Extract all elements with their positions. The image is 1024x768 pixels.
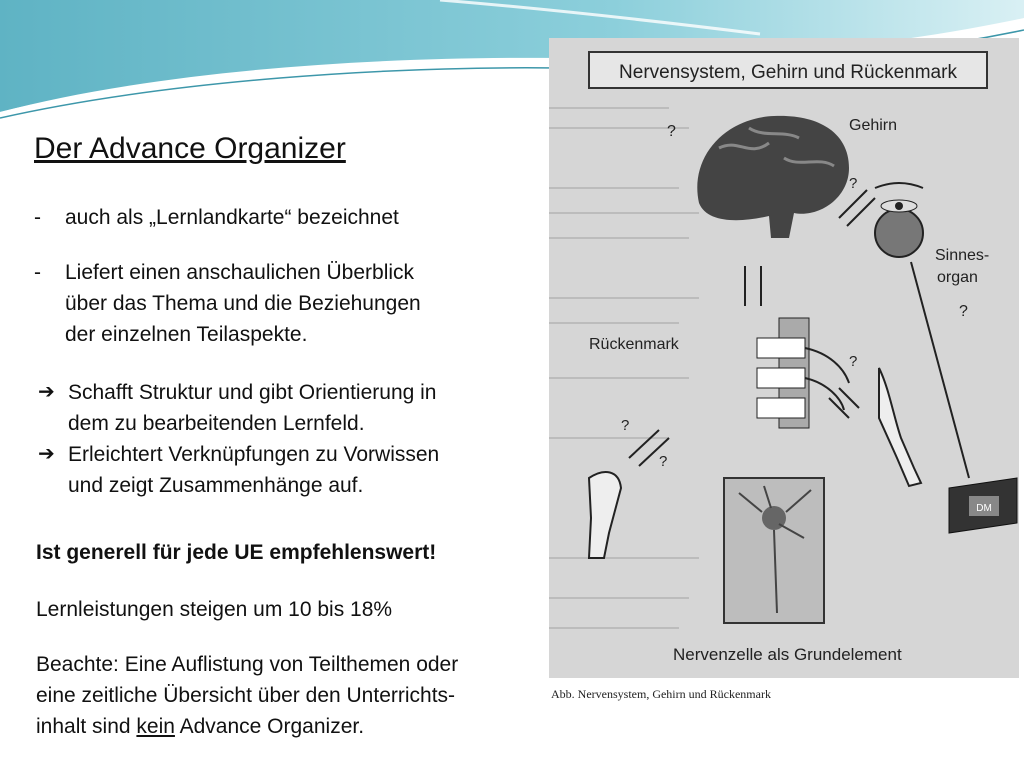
arrow-right-icon: ➔ [38, 381, 55, 403]
arm-icon [879, 368, 921, 486]
bullet-line: über das Thema und die Beziehungen [65, 292, 421, 315]
question-mark: ? [659, 453, 668, 470]
dm-icon [949, 478, 1017, 533]
arrow-point-line: und zeigt Zusammenhänge auf. [68, 474, 364, 497]
label-brain: Gehirn [849, 117, 898, 134]
dm-label: DM [976, 503, 992, 514]
question-mark: ? [667, 123, 676, 140]
note-underlined-word: kein [136, 715, 175, 738]
leg-icon [589, 472, 621, 558]
question-mark: ? [621, 417, 630, 434]
arrows-brain-spine [745, 266, 761, 306]
bullet-ueberblick [34, 257, 421, 350]
bullet-dash: - [34, 261, 41, 284]
arrows-brain-eye [839, 190, 875, 226]
bullet-text: auch als „Lernlandkarte“ bezeichnet [65, 206, 399, 229]
arrow-point-struktur [38, 377, 538, 439]
arrow-sense-to-dm [911, 262, 969, 478]
bullet-line: der einzelnen Teilaspekte. [65, 323, 308, 346]
question-mark: ? [849, 175, 858, 192]
arrow-point-verknuepfungen [38, 439, 538, 501]
slide-title: Der Advance Organizer [34, 132, 346, 165]
label-sense-organ-1: Sinnes- [935, 247, 990, 264]
arrow-point-line: Schafft Struktur und gibt Orientierung in [68, 381, 437, 404]
figure-caption: Abb. Nervensystem, Gehirn und Rückenmark [551, 687, 771, 701]
spine-icon [757, 318, 849, 428]
neuron-image [724, 478, 824, 623]
note-line: inhalt sind kein Advance Organizer. [36, 715, 365, 738]
figure-heading: Nervensystem, Gehirn und Rückenmark [619, 62, 957, 83]
bullet-dash: - [34, 206, 41, 229]
question-mark: ? [959, 303, 968, 320]
arrow-point-line: dem zu bearbeitenden Lernfeld. [68, 412, 365, 435]
note-line: eine zeitliche Übersicht über den Unterrichts- [36, 684, 456, 707]
note-text [36, 649, 458, 742]
label-neuron: Nervenzelle als Grundelement [673, 645, 902, 664]
bullet-line: Liefert einen anschaulichen Überblick [65, 261, 415, 284]
question-mark: ? [849, 353, 858, 370]
note-line: Beachte: Eine Auflistung von Teilthemen oder [36, 653, 459, 676]
label-sense-organ-2: organ [937, 269, 978, 286]
stat-text: Lernleistungen steigen um 10 bis 18% [36, 598, 393, 621]
emphasis-text: Ist generell für jede UE empfehlenswert! [36, 541, 437, 564]
brain-icon [697, 116, 849, 238]
arrow-right-icon: ➔ [38, 443, 55, 465]
label-spine: Rückenmark [589, 336, 679, 353]
nervous-system-figure [549, 38, 1019, 678]
figure-drawing [549, 38, 1019, 678]
bullet-lernlandkarte [34, 202, 399, 233]
arrow-points [38, 377, 538, 501]
arrow-point-line: Erleichtert Verknüpfungen zu Vorwissen [68, 443, 440, 466]
eye-icon [875, 183, 923, 257]
